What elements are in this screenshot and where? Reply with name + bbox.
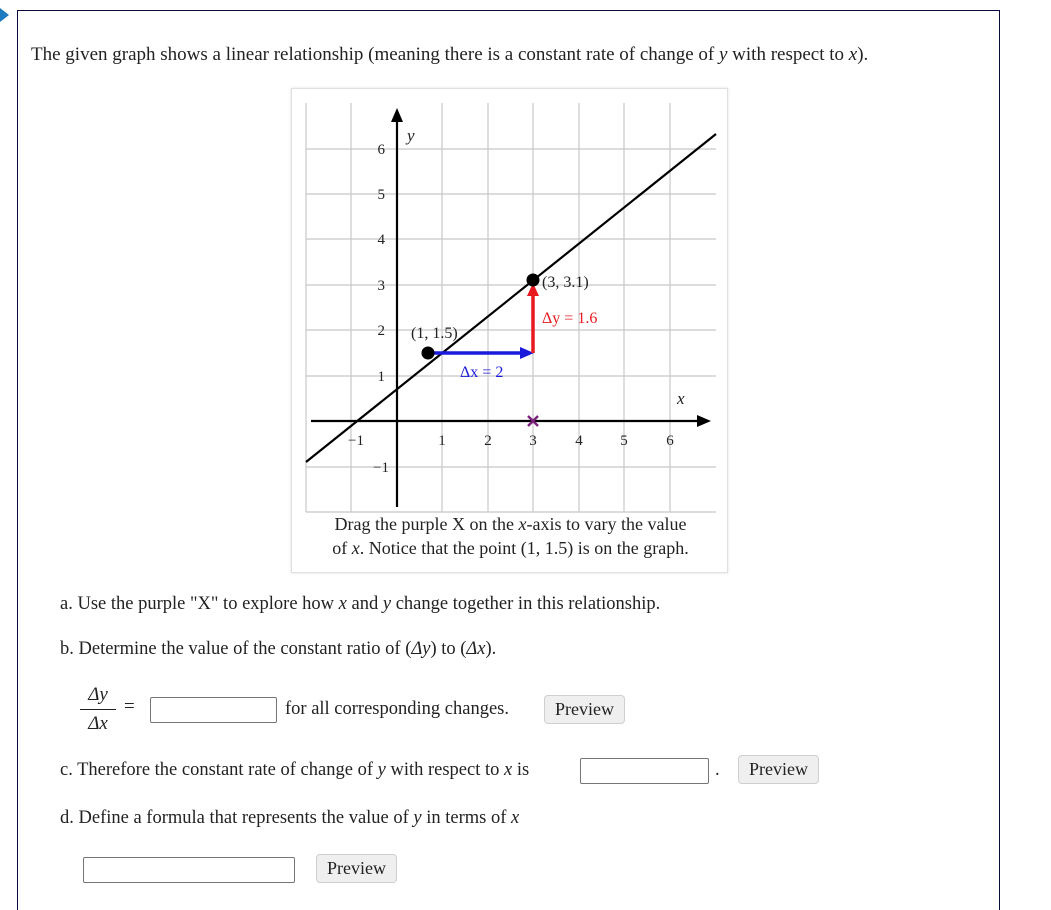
math-var-x: x [848,44,858,65]
y-tick: 4 [377,232,385,248]
delta-x-label: Δx = 2 [460,364,504,381]
y-tick: 3 [377,278,385,294]
question-text: b. Determine the value of the constant ratio of ( [60,639,412,659]
question-text: with respect to [385,760,504,780]
math-var-y: y [413,808,422,828]
linear-graph [292,89,729,514]
axes [311,119,699,507]
fraction-bar [80,709,116,710]
question-text: ). [485,639,497,659]
y-tick: 1 [377,369,385,385]
math-var-x: x [518,514,527,534]
intro-text-part: The given graph shows a linear relationship (meaning there is a constant rate of change of [31,44,719,65]
graph-card [291,88,728,573]
question-c [60,760,529,781]
x-tick: 1 [438,433,446,449]
equals-sign: = [124,696,135,717]
question-text: is [512,760,530,780]
preview-button-c[interactable]: Preview [738,755,819,784]
point-1-label: (1, 1.5) [411,325,458,342]
caption-text: Drag the purple X on the [334,514,519,534]
y-tick: −1 [373,460,389,476]
intro-text [31,44,868,66]
math-var-y: y [377,760,386,780]
x-tick: 6 [666,433,674,449]
ratio-fraction [80,683,116,736]
y-tick: 6 [377,142,385,158]
preview-button-b[interactable]: Preview [544,695,625,724]
problem-marker-icon [0,8,9,22]
fraction-denominator: Δx [88,713,108,734]
intro-text-part: with respect to [727,44,849,65]
rate-answer-input[interactable] [580,758,709,784]
question-text: ) to ( [430,639,467,659]
delta-y-label: Δy = 1.6 [542,310,598,327]
x-tick: 5 [620,433,628,449]
fraction-numerator: Δy [88,684,108,705]
point-3-3.1[interactable] [527,274,540,287]
question-text: change together in this relationship. [391,594,661,614]
x-tick: 4 [575,433,583,449]
question-text: d. Define a formula that represents the value of [60,808,414,828]
caption-text: -axis to vary the value [526,514,687,534]
y-axis-arrow-icon [391,108,403,122]
point-2-label: (3, 3.1) [542,274,589,291]
intro-text-part: ). [857,44,869,65]
ratio-after-text: for all corresponding changes. [285,699,509,719]
caption-line-1 [292,512,729,536]
math-var-y: y [382,594,392,614]
x-axis-arrow-icon [697,415,711,427]
math-delta-y: Δy [411,639,431,659]
x-tick: −1 [348,433,364,449]
question-a [60,594,660,615]
question-text: a. Use the purple "X" to explore how [60,594,339,614]
caption-text: of [332,538,352,558]
formula-answer-input[interactable] [83,857,295,883]
question-b [60,639,496,660]
y-tick: 2 [377,323,385,339]
grid [306,103,716,512]
question-d [60,808,519,829]
caption-line-2 [292,536,729,560]
question-text: in terms of [421,808,512,828]
math-var-x: x [504,760,513,780]
preview-button-d[interactable]: Preview [316,854,397,883]
math-var-x: x [338,594,347,614]
question-text: c. Therefore the constant rate of change of [60,760,378,780]
x-tick: 3 [529,433,537,449]
ratio-answer-input[interactable] [150,697,277,723]
caption-text: . Notice that the point (1, 1.5) is on the graph. [359,538,689,558]
x-tick: 2 [484,433,492,449]
graph-caption [292,512,729,560]
x-axis-label: x [677,389,685,408]
rate-after-period: . [715,760,720,780]
y-tick: 5 [377,187,385,203]
linear-function-line [306,134,716,462]
math-var-x: x [511,808,520,828]
question-text: and [346,594,383,614]
math-var-y: y [718,44,728,65]
math-delta-x: Δx [466,639,486,659]
y-axis-label: y [407,126,415,145]
point-1-1.5 [422,347,435,360]
math-var-x: x [351,538,360,558]
